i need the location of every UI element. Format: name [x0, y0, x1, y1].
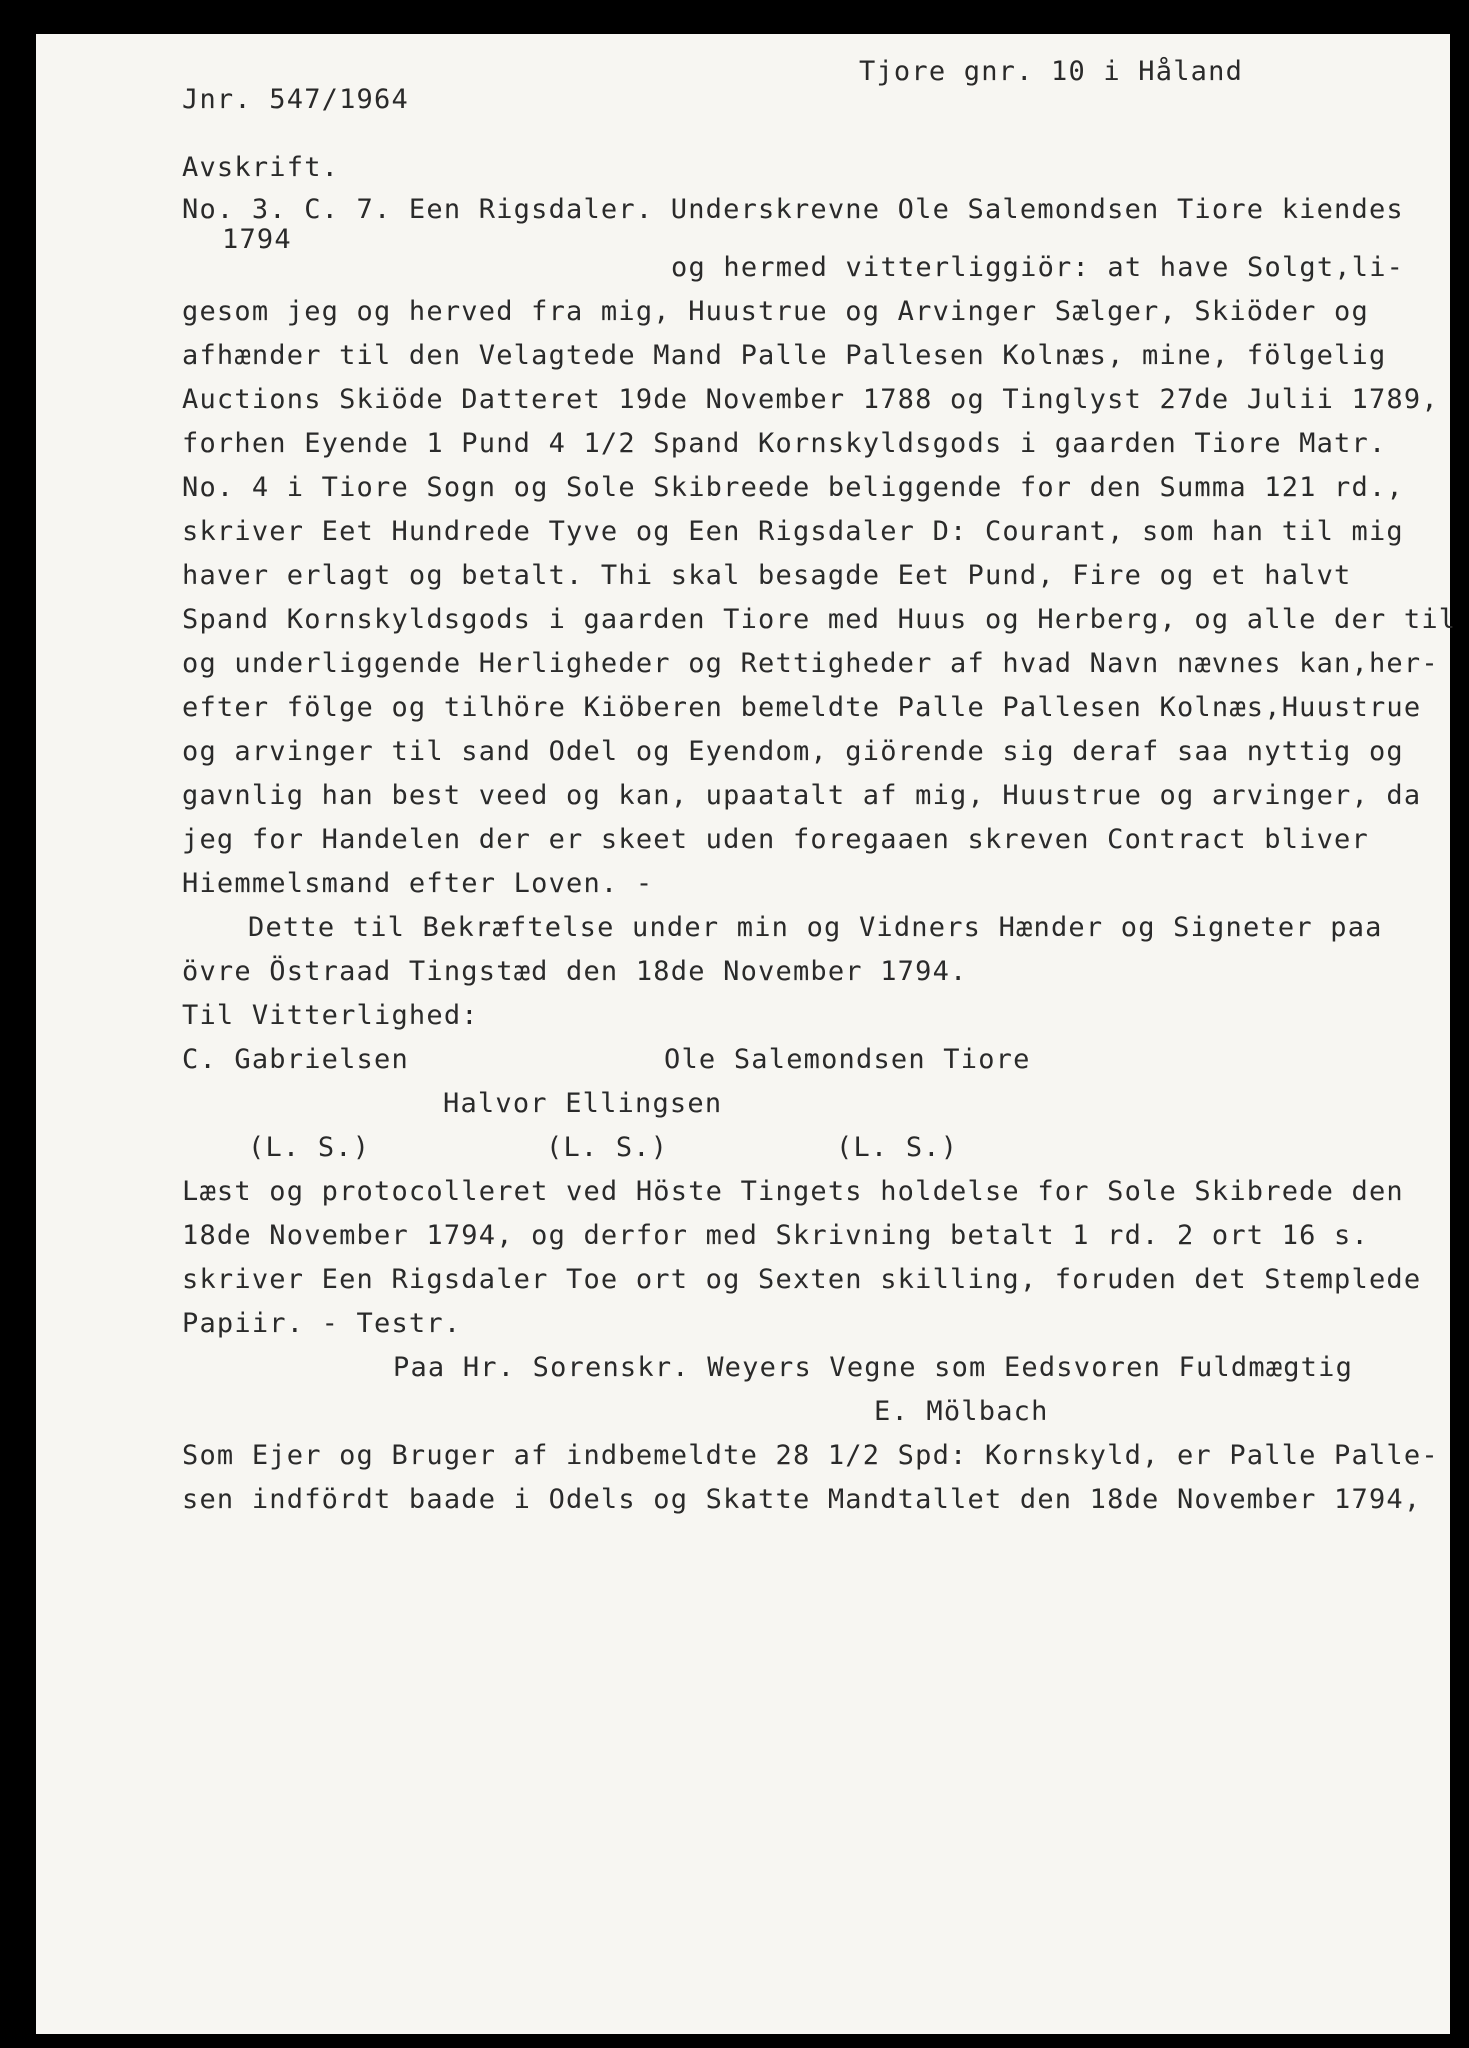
document-title: Avskrift.	[182, 152, 340, 183]
text-line: gesom jeg og herved fra mig, Huustrue og Arvinger Sælger, Skiöder og	[182, 296, 1369, 327]
text-line: sen indfördt baade i Odels og Skatte Mandtallet den 18de November 1794,	[182, 1484, 1422, 1515]
text-line: efter fölge og tilhöre Kiöberen bemeldte Palle Pallesen Kolnæs,Huustrue	[182, 692, 1422, 723]
text-line: og arvinger til sand Odel og Eyendom, giörende sig deraf saa nyttig og	[182, 736, 1404, 767]
journal-number: Jnr. 547/1964	[182, 84, 409, 115]
attestation-heading: Til Vitterlighed:	[182, 1000, 479, 1031]
text-line: forhen Eyende 1 Pund 4 1/2 Spand Kornskyldsgods i gaarden Tiore Matr.	[182, 428, 1387, 459]
clerk-name: E. Mölbach	[874, 1396, 1049, 1427]
text-line: skriver Een Rigsdaler Toe ort og Sexten skilling, foruden det Stemplede	[182, 1264, 1422, 1295]
header-location: Tjore gnr. 10 i Håland	[859, 56, 1244, 87]
text-line: gavnlig han best veed og kan, upaatalt af mig, Huustrue og arvinger, da	[182, 780, 1422, 811]
text-line: Dette til Bekræftelse under min og Vidners Hænder og Signeter paa	[248, 912, 1383, 943]
text-line: og hermed vitterliggiör: at have Solgt,li-	[671, 252, 1405, 283]
text-line: jeg for Handelen der er skeet uden foregaaen skreven Contract bliver	[182, 824, 1369, 855]
year-note: 1794	[222, 224, 292, 255]
document-page	[36, 34, 1457, 2034]
seller-name: Ole Salemondsen Tiore	[664, 1044, 1031, 1075]
witness-name: C. Gabrielsen	[182, 1044, 409, 1075]
text-line: övre Östraad Tingstæd den 18de November 1794.	[182, 956, 968, 987]
witness-name: Halvor Ellingsen	[443, 1088, 723, 1119]
text-line: No. 4 i Tiore Sogn og Sole Skibreede beliggende for den Summa 121 rd.,	[182, 472, 1404, 503]
seal-mark: (L. S.)	[546, 1132, 669, 1163]
text-line: 18de November 1794, og derfor med Skrivning betalt 1 rd. 2 ort 16 s.	[182, 1220, 1369, 1251]
text-line: og underliggende Herligheder og Rettigheder af hvad Navn nævnes kan,her-	[182, 648, 1439, 679]
text-line: afhænder til den Velagtede Mand Palle Pallesen Kolnæs, mine, fölgelig	[182, 340, 1387, 371]
text-line: skriver Eet Hundrede Tyve og Een Rigsdaler D: Courant, som han til mig	[182, 516, 1404, 547]
text-line: Som Ejer og Bruger af indbemeldte 28 1/2 Spd: Kornskyld, er Palle Palle-	[182, 1440, 1439, 1471]
text-line: Hiemmelsmand efter Loven. -	[182, 868, 654, 899]
text-line: Spand Kornskyldsgods i gaarden Tiore med Huus og Herberg, og alle der til	[182, 604, 1457, 635]
text-line: Auctions Skiöde Datteret 19de November 1788 og Tinglyst 27de Julii 1789,	[182, 384, 1439, 415]
text-line: Papiir. - Testr.	[182, 1308, 462, 1339]
seal-mark: (L. S.)	[248, 1132, 371, 1163]
seal-mark: (L. S.)	[836, 1132, 959, 1163]
text-line: haver erlagt og betalt. Thi skal besagde Eet Pund, Fire og et halvt	[182, 560, 1352, 591]
text-line: Læst og protocolleret ved Höste Tingets holdelse for Sole Skibrede den	[182, 1176, 1404, 1207]
opening-line: No. 3. C. 7. Een Rigsdaler. Underskrevne Ole Salemondsen Tiore kiendes	[182, 194, 1404, 225]
text-line: Paa Hr. Sorenskr. Weyers Vegne som Eedsvoren Fuldmægtig	[393, 1352, 1354, 1383]
